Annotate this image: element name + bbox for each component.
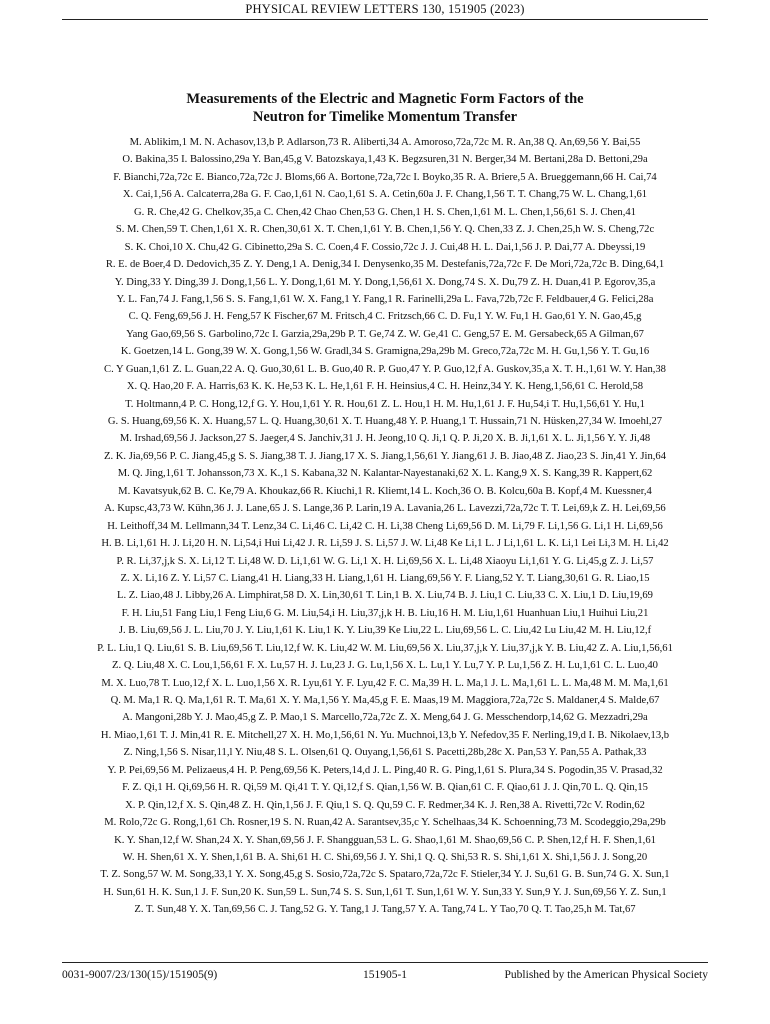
author-line: F. H. Liu,51 Fang Liu,1 Feng Liu,6 G. M. Liu,54,i H. Liu,37,j,k H. B. Liu,16 H. M. Liu,1,61 Huanhuan Liu,1 Huihui Liu,21 <box>121 607 649 619</box>
author-line: Y. Ding,33 Y. Ding,39 J. Dong,1,56 L. Y. Dong,1,61 M. Y. Dong,1,56,61 X. Dong,74 S. X. Du,79 Z. H. Duan,41 P. Egorov,35,a <box>114 276 656 288</box>
author-line: X. Q. Hao,20 F. A. Harris,63 K. K. He,53 K. L. He,1,61 F. H. Heinsius,4 C. H. Heinz,34 Y. K. Heng,1,56,61 C. Herold,58 <box>126 381 644 393</box>
author-line: Yang Gao,69,56 S. Garbolino,72c I. Garzia,29a,29b P. T. Ge,74 Z. W. Ge,41 C. Geng,57 E. M. Gersabeck,65 A Gilman,67 <box>126 328 644 340</box>
footer-rule <box>62 962 708 963</box>
author-line: M. Kavatsyuk,62 B. C. Ke,79 A. Khoukaz,66 R. Kiuchi,1 R. Kliemt,14 L. Koch,36 O. B. Kolcu,60a B. Kopf,4 M. Kuessner,4 <box>118 485 652 497</box>
author-line: S. K. Choi,10 X. Chu,42 G. Cibinetto,29a S. C. Coen,4 F. Cossio,72c J. J. Cui,48 H. L. Dai,1,56 J. P. Dai,77 A. Dbeyssi,19 <box>124 241 646 253</box>
author-line: X. Cai,1,56 A. Calcaterra,28a G. F. Cao,1,61 N. Cao,1,61 S. A. Cetin,60a J. F. Chang,1,56 T. T. Chang,75 W. L. Chang,1,61 <box>122 189 648 201</box>
author-line: Z. T. Sun,48 Y. X. Tan,69,56 C. J. Tang,52 G. Y. Tang,1 J. Tang,57 Y. A. Tang,74 L. Y Tao,70 Q. T. Tao,25,h M. Tat,67 <box>134 904 636 916</box>
author-line: M. Rolo,72c G. Rong,1,61 Ch. Rosner,19 S. N. Ruan,42 A. Sarantsev,35,c Y. Schelhaas,34 K. Schoenning,73 M. Scodeggio,29a,29b <box>104 817 666 829</box>
author-line: F. Bianchi,72a,72c E. Bianco,72a,72c J. Bloms,66 A. Bortone,72a,72c I. Boyko,35 R. A. Briere,5 A. Brueggemann,66 H. Cai,74 <box>113 171 657 183</box>
author-line: Y. P. Pei,69,56 M. Pelizaeus,4 H. P. Peng,69,56 K. Peters,14,d J. L. Ping,40 R. G. Ping,1,61 S. Plura,34 S. Pogodin,35 V. Prasad,32 <box>107 764 663 776</box>
author-line: C. Y Guan,1,61 Z. L. Guan,22 A. Q. Guo,30,61 L. B. Guo,40 R. P. Guo,47 Y. P. Guo,12,f A. Guskov,35,a X. T. H.,1,61 W. Y. Han,38 <box>104 363 666 375</box>
footer-publisher: Published by the American Physical Society <box>504 969 708 981</box>
author-line: W. H. Shen,61 X. Y. Shen,1,61 B. A. Shi,61 H. C. Shi,69,56 J. Y. Shi,1 Q. Q. Shi,53 R. S. Shi,1,61 X. Shi,1,56 J. J. Song,20 <box>122 851 648 863</box>
author-line: X. P. Qin,12,f X. S. Qin,48 Z. H. Qin,1,56 J. F. Qiu,1 S. Q. Qu,59 C. F. Redmer,34 K. J. Ren,38 A. Rivetti,72c V. Rodin,62 <box>125 799 645 811</box>
footer-page-number: 151905-1 <box>362 969 408 981</box>
author-line: Z. Q. Liu,48 X. C. Lou,1,56,61 F. X. Lu,57 H. J. Lu,23 J. G. Lu,1,56 X. L. Lu,1 Y. Lu,7 Y. P. Lu,1,56 Z. H. Lu,1,61 C. L. Luo,40 <box>112 660 658 672</box>
header-rule <box>62 19 708 20</box>
author-line: Q. M. Ma,1 R. Q. Ma,1,61 R. T. Ma,61 X. Y. Ma,1,56 Y. Ma,45,g F. E. Maas,19 M. Maggiora,72a,72c S. Maldaner,4 S. Malde,67 <box>110 695 660 706</box>
author-line: H. B. Li,1,61 H. J. Li,20 H. N. Li,54,i Hui Li,42 J. R. Li,59 J. S. Li,57 J. W. Li,48 Ke Li,1 L. J Li,1,61 L. K. Li,1 Lei Li,3 M. H. Li,42 <box>101 538 669 550</box>
author-line: A. Kupsc,43,73 W. Kühn,36 J. J. Lane,65 J. S. Lange,36 P. Larin,19 A. Lavania,26 L. Lavezzi,72a,72c T. T. Lei,69,k Z. H. Lei,69,56 <box>104 503 666 515</box>
author-line: H. Sun,61 H. K. Sun,1 J. F. Sun,20 K. Sun,59 L. Sun,74 S. S. Sun,1,61 T. Sun,1,61 W. Y. Sun,33 Y. Sun,9 Y. J. Sun,69,56 Y. Z. Sun,1 <box>103 886 667 898</box>
author-line: F. Z. Qi,1 H. Qi,69,56 H. R. Qi,59 M. Qi,41 T. Y. Qi,12,f S. Qian,1,56 W. B. Qian,61 C. F. Qiao,61 J. J. Qin,70 L. Q. Qin,15 <box>122 782 648 794</box>
author-line: G. R. Che,42 G. Chelkov,35,a C. Chen,42 Chao Chen,53 G. Chen,1 H. S. Chen,1,61 M. L. Chen,1,56,61 S. J. Chen,41 <box>134 206 636 218</box>
author-line: O. Bakina,35 I. Balossino,29a Y. Ban,45,g V. Batozskaya,1,43 K. Begzsuren,31 N. Berger,34 M. Bertani,28a D. Bettoni,29a <box>122 154 648 166</box>
title-line-1: Measurements of the Electric and Magnetic Form Factors of the <box>186 91 584 107</box>
author-line: H. Miao,1,61 T. J. Min,41 R. E. Mitchell,27 X. H. Mo,1,56,61 N. Yu. Muchnoi,13,b Y. Nefedov,35 F. Nerling,19,d I. B. Nikolaev,13,b <box>100 729 670 741</box>
author-line: K. Goetzen,14 L. Gong,39 W. X. Gong,1,56 W. Gradl,34 S. Gramigna,29a,29b M. Greco,72a,72c M. H. Gu,1,56 Y. T. Gu,16 <box>120 346 650 358</box>
author-line: Y. L. Fan,74 J. Fang,1,56 S. S. Fang,1,61 W. X. Fang,1 Y. Fang,1 R. Farinelli,29a L. Fava,72b,72c F. Feldbauer,4 G. Felici,28a <box>116 293 654 305</box>
author-line: Z. K. Jia,69,56 P. C. Jiang,45,g S. S. Jiang,38 T. J. Jiang,17 X. S. Jiang,1,56,61 Y. Jiang,61 J. B. Jiao,48 Z. Jiao,23 S. Jin,41 Y. Jin,64 <box>104 450 666 462</box>
author-line: P. R. Li,37,j,k S. X. Li,12 T. Li,48 W. D. Li,1,61 W. G. Li,1 X. H. Li,69,56 X. L. Li,48 Xiaoyu Li,1,61 Y. G. Li,45,g Z. J. Li,57 <box>116 555 654 567</box>
author-line: L. Z. Liao,48 J. Libby,26 A. Limphirat,58 D. X. Lin,30,61 T. Lin,1 B. X. Liu,74 B. J. Liu,1 C. Liu,33 C. X. Liu,1 D. Liu,19,69 <box>117 590 653 602</box>
journal-running-header: PHYSICAL REVIEW LETTERS 130, 151905 (2023) <box>245 2 525 16</box>
author-line: K. Y. Shan,12,f W. Shan,24 X. Y. Shan,69,56 J. F. Shangguan,53 L. G. Shao,1,61 M. Shao,69,56 C. P. Shen,12,f H. F. Shen,1,61 <box>114 834 656 846</box>
author-line: Z. Ning,1,56 S. Nisar,11,l Y. Niu,48 S. L. Olsen,61 Q. Ouyang,1,56,61 S. Pacetti,28b,28c X. Pan,53 Y. Pan,55 A. Pathak,33 <box>123 747 647 759</box>
author-line: S. M. Chen,59 T. Chen,1,61 X. R. Chen,30,61 X. T. Chen,1,61 Y. B. Chen,1,56 Y. Q. Chen,33 Z. J. Chen,25,h W. S. Cheng,72c <box>115 224 655 236</box>
author-line: G. S. Huang,69,56 K. X. Huang,57 L. Q. Huang,30,61 X. T. Huang,48 Y. P. Huang,1 T. Hussain,71 N. Hüsken,27,34 W. Imoehl,27 <box>107 416 663 427</box>
author-line: C. Q. Feng,69,56 J. H. Feng,57 K Fischer,67 M. Fritsch,4 C. Fritzsch,66 C. D. Fu,1 Y. W. Fu,1 H. Gao,61 Y. N. Gao,45,g <box>128 311 642 323</box>
footer-issn: 0031-9007/23/130(15)/151905(9) <box>62 969 218 981</box>
author-line: M. X. Luo,78 T. Luo,12,f X. L. Luo,1,56 X. R. Lyu,61 Y. F. Lyu,42 F. C. Ma,39 H. L. Ma,1 J. L. Ma,1,61 L. L. Ma,48 M. M. Ma,1,61 <box>101 677 669 689</box>
article-title <box>80 90 690 126</box>
author-list <box>62 134 708 919</box>
author-line: R. E. de Boer,4 D. Dedovich,35 Z. Y. Deng,1 A. Denig,34 I. Denysenko,35 M. Destefanis,72a,72c F. De Mori,72a,72c B. Ding,64,1 <box>105 259 665 271</box>
title-line-2: Neutron for Timelike Momentum Transfer <box>252 109 518 125</box>
author-line: M. Irshad,69,56 J. Jackson,27 S. Jaeger,4 S. Janchiv,31 J. H. Jeong,10 Q. Ji,1 Q. P. Ji,20 X. B. Ji,1,61 X. L. Ji,1,56 Y. Y. Ji,48 <box>119 433 651 445</box>
author-line: J. B. Liu,69,56 J. L. Liu,70 J. Y. Liu,1,61 K. Liu,1 K. Y. Liu,39 Ke Liu,22 L. Liu,69,56 L. C. Liu,42 Lu Liu,42 M. H. Liu,12,f <box>118 625 652 637</box>
author-line: P. L. Liu,1 Q. Liu,61 S. B. Liu,69,56 T. Liu,12,f W. K. Liu,42 W. M. Liu,69,56 X. Liu,37,j,k Y. Liu,37,j,k Y. B. Liu,42 Z. A. Liu,1,56,61 <box>97 642 673 654</box>
author-line: M. Ablikim,1 M. N. Achasov,13,b P. Adlarson,73 R. Aliberti,34 A. Amoroso,72a,72c M. R. An,38 Q. An,69,56 Y. Bai,55 <box>129 137 641 148</box>
author-line: A. Mangoni,28b Y. J. Mao,45,g Z. P. Mao,1 S. Marcello,72a,72c Z. X. Meng,64 J. G. Messchendorp,14,62 G. Mezzadri,29a <box>122 712 648 724</box>
author-line: T. Holtmann,4 P. C. Hong,12,f G. Y. Hou,1,61 Y. R. Hou,61 Z. L. Hou,1 H. M. Hu,1,61 J. F. Hu,54,i T. Hu,1,56,61 Y. Hu,1 <box>125 398 645 410</box>
author-line: T. Z. Song,57 W. M. Song,33,1 Y. X. Song,45,g S. Sosio,72a,72c S. Spataro,72a,72c F. Stieler,34 Y. J. Su,61 G. B. Sun,74 G. X. Sun,1 <box>100 869 670 881</box>
author-line: M. Q. Jing,1,61 T. Johansson,73 X. K.,1 S. Kabana,32 N. Kalantar-Nayestanaki,62 X. L. Kang,9 X. S. Kang,39 R. Kappert,62 <box>117 468 653 480</box>
author-line: H. Leithoff,34 M. Lellmann,34 T. Lenz,34 C. Li,46 C. Li,42 C. H. Li,38 Cheng Li,69,56 D. M. Li,79 F. Li,1,56 G. Li,1 H. Li,69,56 <box>107 520 663 532</box>
author-line: Z. X. Li,16 Z. Y. Li,57 C. Liang,41 H. Liang,33 H. Liang,1,61 H. Liang,69,56 Y. F. Liang,52 Y. T. Liang,30,61 G. R. Liao,15 <box>120 572 650 584</box>
